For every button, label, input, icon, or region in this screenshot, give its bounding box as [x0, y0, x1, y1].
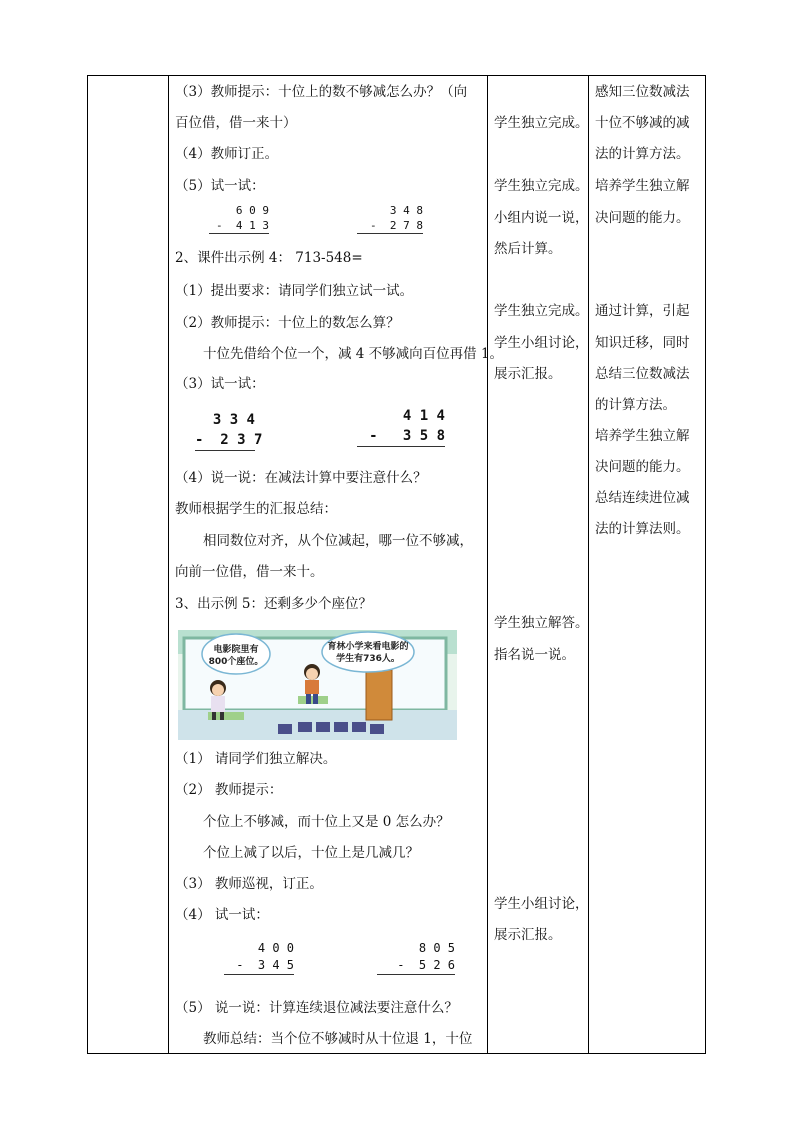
process-line: 相同数位对齐，从个位减起，哪一位不够减， — [203, 533, 473, 549]
subtrahend: - 5 2 6 — [377, 957, 455, 975]
intent-line: 法的计算方法。 — [595, 146, 690, 162]
intent-line: 知识迁移，同时 — [595, 335, 690, 351]
blank-column — [88, 76, 168, 1053]
process-line: 向前一位借，借一来十。 — [175, 564, 324, 580]
intent-line: 的计算方法。 — [595, 397, 676, 413]
bubble-right-line1: 育林小学来看电影的 — [327, 642, 409, 652]
intent-line: 培养学生独立解 — [595, 428, 690, 444]
design-intent-column — [589, 76, 707, 1053]
process-line: 个位上减了以后，十位上是几减几？ — [203, 845, 419, 861]
subtrahend: - 3 4 5 — [224, 957, 294, 975]
intent-line: 决问题的能力。 — [595, 210, 690, 226]
student-activity-column — [488, 76, 588, 1053]
intent-line: 感知三位数减法 — [595, 84, 690, 100]
student-line: 学生独立完成。 — [494, 303, 589, 319]
subtraction-problem — [377, 940, 455, 975]
process-line: （4） 试一试： — [175, 907, 269, 923]
bubble-left-line2: 800个座位。 — [208, 657, 264, 667]
subtrahend: - 2 7 8 — [357, 218, 423, 234]
student-line: 学生小组讨论， — [494, 335, 589, 351]
intent-line: 十位不够减的减 — [595, 115, 690, 131]
process-line: （3） 教师巡视，订正。 — [175, 876, 323, 892]
cinema-illustration — [178, 630, 457, 740]
process-line: （5）试一试： — [175, 178, 265, 194]
process-line: 百位借，借一来十） — [175, 115, 297, 131]
minuend: 4 0 0 — [257, 941, 294, 955]
intent-line: 法的计算法则。 — [595, 521, 690, 537]
bubble-right-line2: 学生有736人。 — [336, 654, 400, 664]
process-line: （4）教师订正。 — [175, 146, 279, 162]
process-line: 3、出示例 5：还剩多少个座位？ — [175, 596, 372, 612]
student-line: 展示汇报。 — [494, 366, 562, 382]
process-line: 2、课件出示例 4： 713-548= — [175, 250, 363, 266]
subtraction-problem — [357, 406, 445, 447]
minuend: 4 1 4 — [402, 408, 445, 424]
intent-line: 培养学生独立解 — [595, 178, 690, 194]
student-line: 然后计算。 — [494, 241, 562, 257]
student-line: 展示汇报。 — [494, 927, 562, 943]
process-line: （1） 请同学们独立解决。 — [175, 751, 337, 767]
subtraction-problem — [195, 410, 263, 451]
bubble-left-line1: 电影院里有 — [213, 645, 259, 655]
subtraction-problem — [209, 203, 269, 234]
minuend: 8 0 5 — [418, 941, 455, 955]
process-line: （2）教师提示：十位上的数怎么算？ — [175, 315, 400, 331]
subtrahend: - 4 1 3 — [209, 218, 269, 234]
process-line: （3）教师提示：十位上的数不够减怎么办？（向 — [175, 84, 468, 100]
student-line: 小组内说一说， — [494, 210, 589, 226]
student-line: 学生小组讨论， — [494, 896, 589, 912]
subtraction-problem — [224, 940, 294, 975]
subtrahend: - 2 3 7 — [195, 430, 255, 451]
process-line: 个位上不够减，而十位上又是 0 怎么办？ — [203, 814, 450, 830]
process-line: （3）试一试： — [175, 376, 265, 392]
process-line: （2） 教师提示： — [175, 782, 283, 798]
process-line: （5） 说一说：计算连续退位减法要注意什么？ — [175, 1000, 458, 1016]
minuend: 6 0 9 — [235, 204, 269, 217]
process-line: 教师根据学生的汇报总结： — [175, 501, 337, 517]
subtrahend: - 3 5 8 — [357, 426, 445, 447]
intent-line: 总结三位数减法 — [595, 366, 690, 382]
teaching-process-column — [169, 76, 504, 1053]
process-line: 教师总结：当个位不够减时从十位退 1，十位 — [203, 1031, 473, 1047]
process-line: 十位先借给个位一个，减 4 不够减向百位再借 1。 — [203, 346, 504, 362]
lesson-table — [87, 75, 706, 1054]
student-line: 学生独立完成。 — [494, 178, 589, 194]
process-line: （1）提出要求：请同学们独立试一试。 — [175, 283, 414, 299]
minuend: 3 4 8 — [389, 204, 423, 217]
intent-line: 决问题的能力。 — [595, 459, 690, 475]
student-line: 指名说一说。 — [494, 647, 575, 663]
student-line: 学生独立解答。 — [494, 615, 589, 631]
subtraction-problem — [357, 203, 423, 234]
intent-line: 总结连续进位减 — [595, 490, 690, 506]
intent-line: 通过计算，引起 — [595, 303, 690, 319]
student-line: 学生独立完成。 — [494, 115, 589, 131]
minuend: 3 3 4 — [212, 412, 255, 428]
process-line: （4）说一说：在减法计算中要注意什么？ — [175, 470, 427, 486]
